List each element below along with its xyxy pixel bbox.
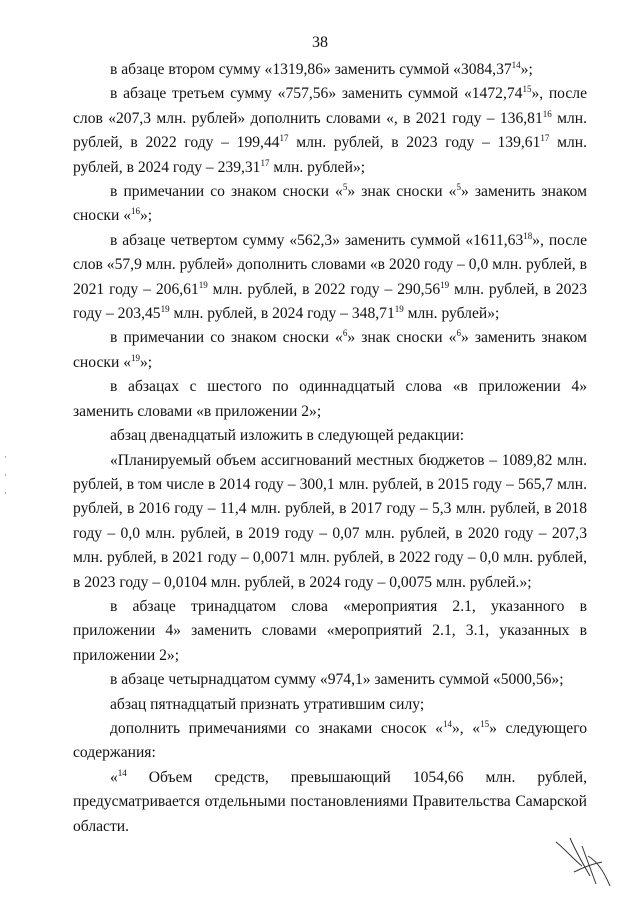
paragraph-text: млн. рублей, в 2022 году – 199,44	[73, 109, 587, 152]
paragraph-text: » заменить знаком сноски «	[73, 329, 587, 371]
footnote-marker: 19	[198, 279, 208, 290]
footnote-marker: 17	[540, 133, 550, 144]
paragraph-text: в примечании со знаком сноски «	[110, 329, 343, 347]
paragraph-text: », после слов «207,3 млн. рублей» дополнить словами «, в 2021 году – 136,81	[73, 85, 587, 127]
footnote-marker: 5	[342, 182, 348, 193]
footnote-marker: 19	[160, 304, 170, 315]
signature-mark	[552, 832, 622, 892]
paragraph	[73, 424, 587, 448]
paragraph-text: абзац пятнадцатый признать утратившим силу;	[110, 695, 425, 713]
paragraph-text: в абзаце четвертом сумму «562,3» заменить суммой «1611,63	[110, 231, 524, 249]
paragraph-text: «Планируемый объем ассигнований местных бюджетов – 1089,82 млн. рублей, в том числе в 2014 году – 300,1 млн. рублей, в 2015 году – 565,7 млн. рублей, в 2016 году – 11,4 млн. рублей, в 2017 году – 5,3 млн. рублей, в 2018 году – 0,0 млн. рублей, в 2019 году – 0,07 млн. рублей, в 2020 году – 207,3 млн. рублей, в 2021 году – 0,0071 млн. рублей, в 2022 году – 0,0 млн. рублей, в 2023 году – 0,0104 млн. рублей, в 2024 году – 0,0075 млн. рублей.»;	[73, 451, 587, 591]
paragraph	[73, 58, 587, 82]
paragraph	[73, 668, 587, 692]
footnote-marker: 14	[442, 718, 452, 729]
paragraph-text: млн. рублей, в 2023 году – 139,61	[288, 134, 541, 152]
paragraph-text: млн. рублей»;	[403, 305, 500, 323]
paragraph-text: в абзаце третьем сумму «757,56» заменить суммой «1472,74	[110, 85, 523, 103]
footnote-marker: 19	[131, 352, 140, 363]
paragraph-text: «	[110, 768, 118, 786]
paragraph-text: Объем средств, превышающий 1054,66 млн. рублей, предусматривается отдельными постановлениями Правительства Самарской области.	[73, 768, 587, 835]
paragraph-text: в абзаце тринадцатом слова «мероприятия 2.1, указанного в приложении 4» заменить словами «мероприятий 2.1, 3.1, указанных в приложении 2»;	[73, 597, 587, 664]
paragraph-text: млн. рублей, в 2022 году – 290,56	[207, 280, 441, 298]
footnote-marker: 6	[456, 328, 461, 339]
paragraph-text: в абзацах с шестого по одиннадцатый слова «в приложении 4» заменить словами «в приложении 2»;	[73, 378, 587, 420]
footnote-marker: 16	[131, 206, 140, 217]
paragraph-text: » знак сноски «	[347, 183, 457, 201]
paragraph	[73, 180, 587, 229]
paragraph-text: в абзаце четырнадцатом сумму «974,1» заменить суммой «5000,56»;	[110, 671, 564, 689]
paragraph-text: », «	[451, 719, 481, 737]
footnote-marker: 14	[117, 767, 127, 778]
paragraph-text: », после слов «57,9 млн. рублей» дополнить словами «в 2020 году – 0,0 млн. рублей, в 2021 году – 206,61	[73, 231, 587, 298]
footnote-marker: 18	[523, 230, 533, 241]
footnote-marker: 16	[542, 108, 552, 119]
paragraph-text: абзац двенадцатый изложить в следующей редакции:	[110, 427, 465, 445]
paragraph-text: в абзаце втором сумму «1319,86» заменить суммой «3084,37	[110, 61, 512, 78]
paragraph	[73, 717, 587, 766]
footnote-marker: 19	[440, 279, 450, 290]
paragraph	[73, 375, 587, 424]
paragraph-text: млн. рублей»;	[269, 158, 366, 176]
scan-edge-mark: ·	[4, 452, 7, 462]
footnote-marker: 19	[394, 304, 404, 315]
footnote-marker: 14	[511, 60, 521, 70]
scan-edge-mark: ·	[4, 488, 7, 498]
paragraph-text: »;	[140, 207, 153, 225]
document-body	[73, 58, 587, 839]
paragraph	[73, 82, 587, 180]
footnote-marker: 15	[480, 718, 490, 729]
paragraph	[73, 229, 587, 327]
paragraph	[73, 326, 587, 375]
page-number: 38	[312, 34, 328, 51]
paragraph	[73, 693, 587, 717]
paragraph-text: млн. рублей, в 2024 году – 348,71	[169, 305, 395, 323]
paragraph-text: » заменить знаком сноски «	[73, 183, 587, 225]
paragraph-text: »;	[520, 61, 533, 78]
footnote-marker: 15	[522, 84, 532, 95]
footnote-marker: 6	[342, 328, 348, 339]
paragraph-text: в примечании со знаком сноски «	[110, 183, 343, 201]
paragraph	[73, 766, 587, 839]
scan-edge-mark: ·	[4, 470, 7, 480]
footnote-marker: 17	[279, 133, 289, 144]
paragraph-text: млн. рублей, в 2024 году – 239,31	[73, 134, 587, 176]
paragraph-text: млн. рублей, в 2023 году – 203,45	[73, 280, 587, 323]
paragraph-text: » знак сноски «	[347, 329, 457, 347]
paragraph-text: »;	[140, 353, 153, 371]
paragraph-text: » следующего содержания:	[73, 719, 587, 762]
paragraph-text: дополнить примечаниями со знаками сносок «	[110, 719, 443, 737]
paragraph	[73, 595, 587, 668]
footnote-marker: 5	[456, 182, 461, 193]
paragraph	[73, 449, 587, 595]
footnote-marker: 17	[260, 157, 270, 168]
